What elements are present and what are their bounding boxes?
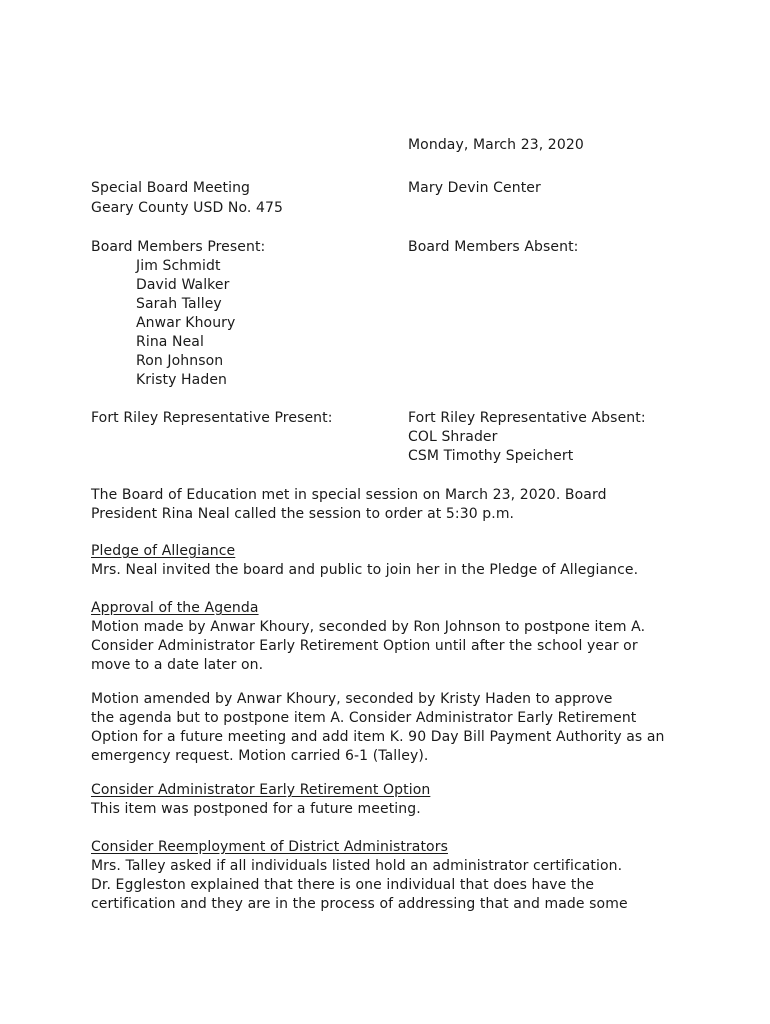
fort-riley-absent-member: COL Shrader	[408, 429, 498, 445]
pledge-text: Mrs. Neal invited the board and public to join her in the Pledge of Allegiance.	[91, 562, 639, 578]
reemployment-text: Dr. Eggleston explained that there is one individual that does have the	[91, 877, 595, 893]
retirement-heading: Consider Administrator Early Retirement Option	[91, 782, 431, 798]
intro-line: President Rina Neal called the session to order at 5:30 p.m.	[91, 506, 515, 522]
meeting-location: Mary Devin Center	[408, 180, 541, 196]
reemployment-text: certification and they are in the process of addressing that and made some	[91, 896, 628, 912]
fort-riley-absent-label: Fort Riley Representative Absent:	[408, 410, 646, 426]
present-member: Jim Schmidt	[136, 258, 221, 274]
agenda-text: the agenda but to postpone item A. Consider Administrator Early Retirement	[91, 710, 637, 726]
absent-label: Board Members Absent:	[408, 239, 579, 255]
pledge-heading: Pledge of Allegiance	[91, 543, 236, 559]
meeting-type: Special Board Meeting	[91, 180, 251, 196]
district-name: Geary County USD No. 475	[91, 200, 284, 216]
present-member: Rina Neal	[136, 334, 204, 350]
fort-riley-absent-member: CSM Timothy Speichert	[408, 448, 574, 464]
agenda-text: Option for a future meeting and add item K. 90 Day Bill Payment Authority as an	[91, 729, 665, 745]
agenda-heading: Approval of the Agenda	[91, 600, 259, 616]
present-member: Anwar Khoury	[136, 315, 236, 331]
reemployment-heading: Consider Reemployment of District Administrators	[91, 839, 448, 855]
present-member: Kristy Haden	[136, 372, 228, 388]
agenda-text: Motion amended by Anwar Khoury, seconded by Kristy Haden to approve	[91, 691, 613, 707]
agenda-text: move to a date later on.	[91, 657, 264, 673]
agenda-text: emergency request. Motion carried 6-1 (Talley).	[91, 748, 429, 764]
present-member: Sarah Talley	[136, 296, 222, 312]
intro-line: The Board of Education met in special session on March 23, 2020. Board	[91, 487, 607, 503]
agenda-text: Consider Administrator Early Retirement Option until after the school year or	[91, 638, 638, 654]
present-label: Board Members Present:	[91, 239, 266, 255]
meeting-date: Monday, March 23, 2020	[408, 137, 584, 153]
agenda-text: Motion made by Anwar Khoury, seconded by Ron Johnson to postpone item A.	[91, 619, 646, 635]
present-member: Ron Johnson	[136, 353, 224, 369]
fort-riley-present-label: Fort Riley Representative Present:	[91, 410, 333, 426]
retirement-text: This item was postponed for a future meeting.	[91, 801, 421, 817]
reemployment-text: Mrs. Talley asked if all individuals listed hold an administrator certification.	[91, 858, 623, 874]
present-member: David Walker	[136, 277, 230, 293]
